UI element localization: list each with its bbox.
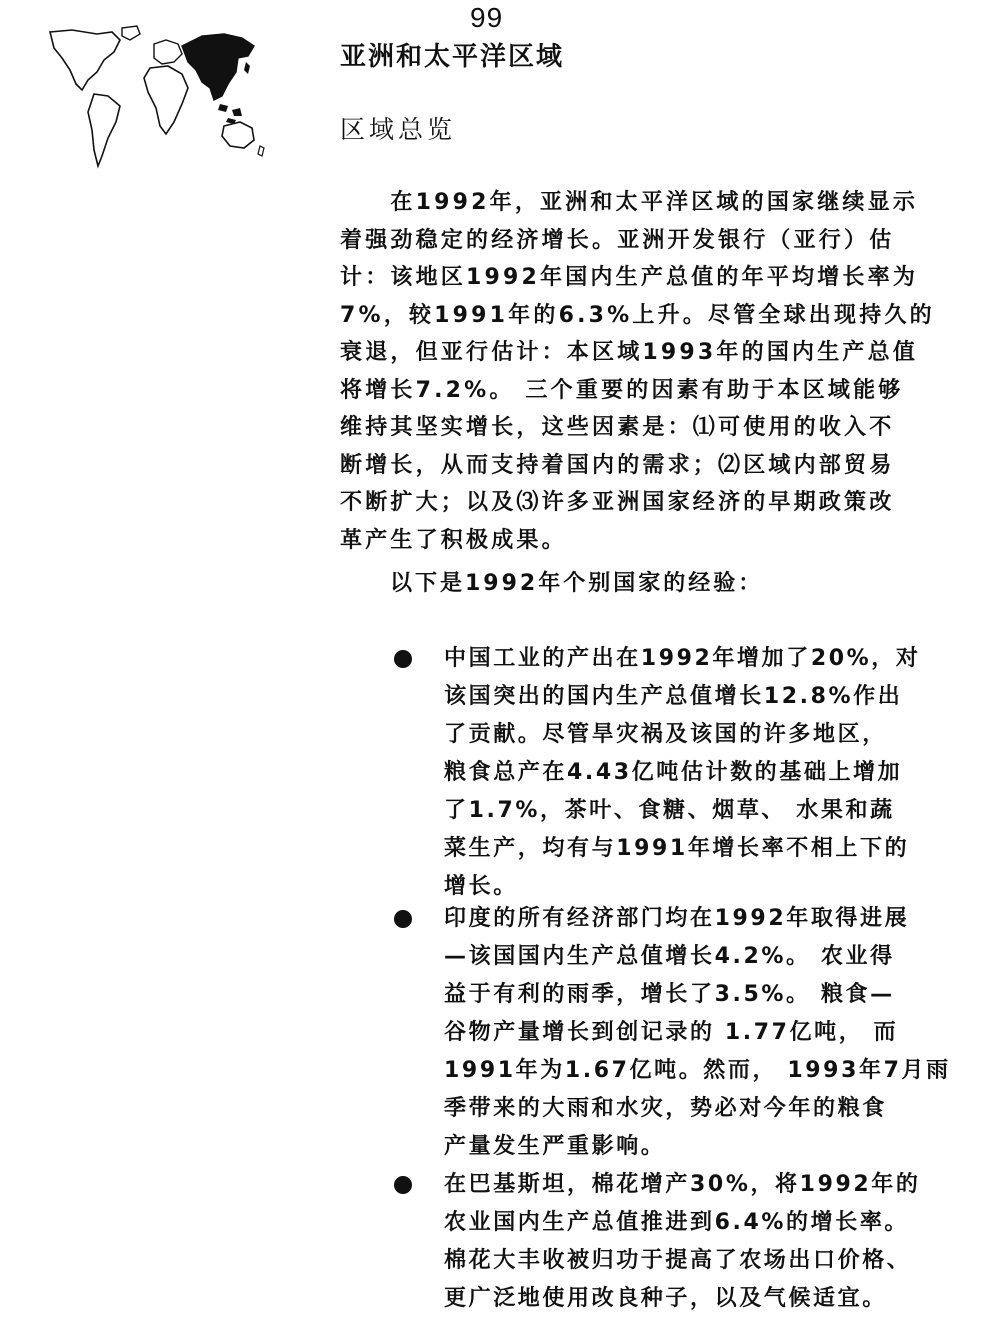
overview-line: 不断扩大；以及⑶许多亚洲国家经济的早期政策改 [340,490,895,515]
overview-line: 维持其坚实增长，这些因素是：⑴可使用的收入不 [340,415,895,440]
overview-line: 断增长，从而支持着国内的需求；⑵区域内部贸易 [340,452,895,478]
overview-line: 着强劲稳定的经济增长。亚洲开发银行（亚行）估 [340,227,895,253]
bullet-line: 棉花大丰收被归功于提高了农场出口价格、 [444,1248,912,1273]
intro-line: 以下是1992年个别国家的经验： [390,571,764,596]
bullet-line: 益于有利的雨季，增长了3.5%。 粮食— [444,982,895,1007]
bullet-icon [394,910,412,928]
bullet-line: 粮食总产在4.43亿吨估计数的基础上增加 [444,760,903,785]
bullet-line: —该国国内生产总值增长4.2%。 农业得 [444,944,895,969]
bullet-line: 该国突出的国内生产总值增长12.8%作出 [444,684,903,709]
bullet-line: 菜生产，均有与1991年增长率不相上下的 [444,836,910,861]
bullet-icon [394,1176,412,1194]
bullet-line: 农业国内生产总值推进到6.4%的增长率。 [444,1210,910,1235]
bullet-line: 了贡献。尽管旱灾祸及该国的许多地区， [444,722,887,747]
overview-line: 衰退，但亚行估计：本区域1993年的国内生产总值 [340,340,919,365]
bullet-line: 中国工业的产出在1992年增加了20%，对 [444,646,921,671]
overview-paragraph [340,184,935,559]
bullet-line: 在巴基斯坦，棉花增产30%，将1992年的 [444,1172,921,1197]
bullet-line: 更广泛地使用改良种子，以及气候适宜。 [444,1286,887,1311]
overview-line: 7%，较1991年的6.3%上升。尽管全球出现持久的 [340,302,935,328]
bullet-item-china [444,640,934,906]
bullet-line: 产量发生严重影响。 [444,1134,666,1159]
section-title: 区域总览 [340,115,457,144]
world-map-asia-pacific-icon [42,22,272,172]
bullet-line: 印度的所有经济部门均在1992年取得进展 [444,906,910,931]
bullet-item-india [444,900,951,1166]
overview-line: 计：该地区1992年国内生产总值的年平均增长率为 [340,265,919,290]
bullet-icon [394,650,412,668]
bullet-line: 1991年为1.67亿吨。然而， 1993年7月雨 [444,1058,951,1083]
bullet-line: 增长。 [444,874,518,899]
bullet-line: 谷物产量增长到创记录的 1.77亿吨， 而 [444,1020,899,1045]
page-number: 99 [470,2,504,33]
overview-line: 在1992年，亚洲和太平洋区域的国家继续显示 [340,190,919,215]
overview-line: 革产生了积极成果。 [340,527,567,553]
overview-line: 将增长7.2%。 三个重要的因素有助于本区域能够 [340,377,904,403]
region-title: 亚洲和太平洋区域 [340,42,565,72]
bullet-line: 季带来的大雨和水灾，势必对今年的粮食 [444,1096,887,1121]
bullet-line: 了1.7%，茶叶、食糖、烟草、 水果和蔬 [444,798,895,823]
bullet-item-pakistan [444,1166,934,1318]
